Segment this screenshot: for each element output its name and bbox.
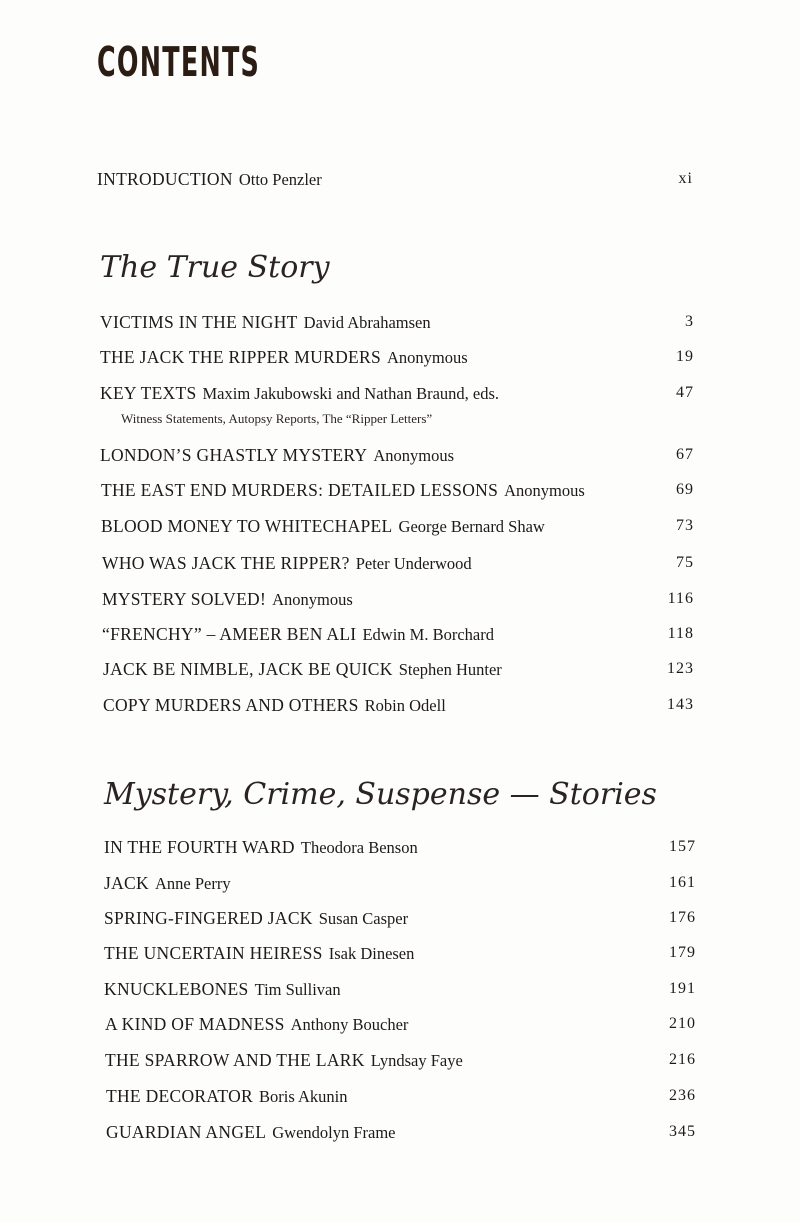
- entry-title: THE UNCERTAIN HEIRESS: [104, 943, 323, 963]
- entry-title: LONDON’S GHASTLY MYSTERY: [100, 445, 368, 465]
- entry-page-number: 73: [676, 517, 694, 534]
- entry-author: Gwendolyn Frame: [272, 1123, 396, 1142]
- section-heading-true-story: The True Story: [100, 250, 330, 285]
- entry-title: THE EAST END MURDERS: DETAILED LESSONS: [101, 480, 499, 500]
- page-title: CONTENTS: [97, 38, 261, 86]
- toc-entry[interactable]: [0, 942, 800, 968]
- entry-title: KEY TEXTS: [100, 383, 197, 403]
- entry-author: Robin Odell: [364, 696, 446, 715]
- entry-title: INTRODUCTION: [97, 169, 233, 189]
- entry-title: JACK: [104, 873, 149, 893]
- entry-page-number: 179: [669, 944, 696, 961]
- entry-author: Theodora Benson: [300, 838, 418, 857]
- toc-entry[interactable]: [0, 978, 800, 1004]
- section-heading-stories: Mystery, Crime, Suspense — Stories: [104, 777, 657, 812]
- entry-page-number: 236: [669, 1087, 696, 1104]
- toc-entry[interactable]: [0, 552, 800, 578]
- entry-title: KNUCKLEBONES: [104, 979, 249, 999]
- entry-author: Maxim Jakubowski and Nathan Braund, eds.: [202, 384, 500, 403]
- toc-entry[interactable]: [0, 382, 800, 408]
- entry-page-number: xi: [678, 170, 693, 187]
- entry-page-number: 176: [669, 909, 696, 926]
- entry-title: THE SPARROW AND THE LARK: [105, 1050, 365, 1070]
- toc-entry[interactable]: [0, 1085, 800, 1111]
- entry-author: Isak Dinesen: [328, 944, 415, 963]
- entry-author: George Bernard Shaw: [398, 517, 545, 536]
- entry-title: MYSTERY SOLVED!: [102, 589, 267, 609]
- entry-author: Stephen Hunter: [398, 660, 502, 679]
- entry-author: Anonymous: [373, 446, 454, 465]
- entry-title: WHO WAS JACK THE RIPPER?: [102, 553, 350, 573]
- toc-entry-introduction[interactable]: [0, 168, 800, 194]
- entry-page-number: 75: [676, 554, 694, 571]
- entry-author: Susan Casper: [318, 909, 409, 928]
- entry-author: Tim Sullivan: [254, 980, 341, 999]
- entry-title: BLOOD MONEY TO WHITECHAPEL: [101, 516, 393, 536]
- entry-title: THE JACK THE RIPPER MURDERS: [100, 347, 382, 367]
- entry-title: A KIND OF MADNESS: [105, 1014, 285, 1034]
- entry-page-number: 116: [667, 590, 694, 607]
- entry-page-number: 69: [676, 481, 694, 498]
- entry-author: Peter Underwood: [355, 554, 472, 573]
- entry-title: IN THE FOURTH WARD: [104, 837, 295, 857]
- entry-author: Otto Penzler: [238, 170, 322, 189]
- entry-page-number: 19: [676, 348, 694, 365]
- toc-entry[interactable]: [0, 311, 800, 337]
- toc-entry[interactable]: [0, 479, 800, 505]
- entry-title: THE DECORATOR: [106, 1086, 253, 1106]
- entry-author: Boris Akunin: [259, 1087, 348, 1106]
- entry-page-number: 123: [667, 660, 694, 677]
- entry-page-number: 345: [669, 1123, 696, 1140]
- entry-author: Anthony Boucher: [290, 1015, 409, 1034]
- toc-entry[interactable]: [0, 515, 800, 541]
- entry-page-number: 157: [669, 838, 696, 855]
- toc-entry[interactable]: [0, 694, 800, 720]
- entry-title: GUARDIAN ANGEL: [106, 1122, 267, 1142]
- toc-entry[interactable]: [0, 1013, 800, 1039]
- entry-page-number: 143: [667, 696, 694, 713]
- entry-subtitle-note: Witness Statements, Autopsy Reports, The “Ripper Letters”: [121, 411, 433, 426]
- entry-author: Lyndsay Faye: [370, 1051, 463, 1070]
- entry-page-number: 3: [685, 313, 694, 330]
- entry-title: SPRING-FINGERED JACK: [104, 908, 313, 928]
- entry-page-number: 191: [669, 980, 696, 997]
- entry-title: “FRENCHY” – AMEER BEN ALI: [102, 624, 357, 644]
- toc-entry[interactable]: [0, 444, 800, 470]
- entry-title: JACK BE NIMBLE, JACK BE QUICK: [103, 659, 393, 679]
- entry-title: VICTIMS IN THE NIGHT: [100, 312, 298, 332]
- entry-author: Anonymous: [272, 590, 353, 609]
- entry-page-number: 67: [676, 446, 694, 463]
- entry-title: COPY MURDERS AND OTHERS: [103, 695, 359, 715]
- toc-entry[interactable]: [0, 346, 800, 372]
- toc-entry[interactable]: [0, 1049, 800, 1075]
- entry-page-number: 210: [669, 1015, 696, 1032]
- toc-entry[interactable]: [0, 907, 800, 933]
- entry-author: David Abrahamsen: [303, 313, 431, 332]
- toc-entry[interactable]: [0, 1121, 800, 1147]
- entry-page-number: 216: [669, 1051, 696, 1068]
- toc-entry[interactable]: [0, 658, 800, 684]
- toc-entry[interactable]: [0, 872, 800, 898]
- toc-entry[interactable]: [0, 588, 800, 614]
- entry-author: Anne Perry: [154, 874, 231, 893]
- entry-page-number: 118: [667, 625, 694, 642]
- entry-page-number: 47: [676, 384, 694, 401]
- toc-entry[interactable]: [0, 623, 800, 649]
- toc-entry[interactable]: [0, 836, 800, 862]
- entry-author: Anonymous: [504, 481, 585, 500]
- entry-page-number: 161: [669, 874, 696, 891]
- entry-author: Edwin M. Borchard: [362, 625, 494, 644]
- entry-author: Anonymous: [387, 348, 468, 367]
